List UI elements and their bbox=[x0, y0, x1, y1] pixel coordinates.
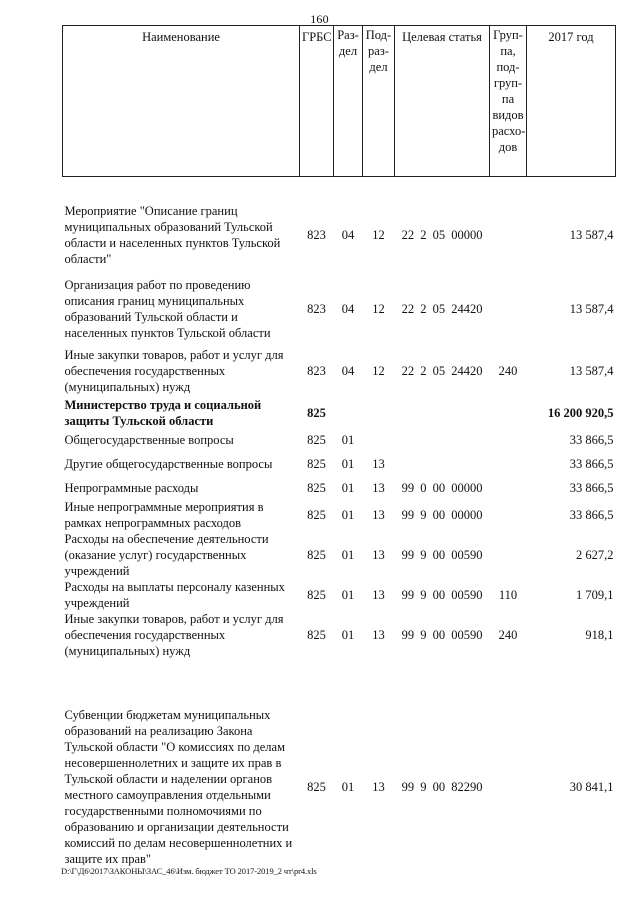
cell-group bbox=[490, 531, 527, 579]
cell-group: 110 bbox=[498, 588, 518, 602]
cell-target: 22 2 05 00000 bbox=[401, 227, 483, 242]
header-row bbox=[63, 26, 616, 177]
cell-target: 22 2 05 24420 bbox=[401, 364, 483, 378]
table-row bbox=[63, 272, 616, 345]
cell-name: Иные непрограммные мероприятия в рамках непрограммных расходов bbox=[64, 500, 264, 530]
cell-grbs: 823 bbox=[307, 364, 326, 378]
cell-name: Мероприятие "Описание границ муниципальных образований Тульской области и населенных пунктов Тульской области" bbox=[64, 203, 281, 266]
cell-podrazdel: 13 bbox=[372, 548, 385, 562]
cell-razdel: 04 bbox=[341, 227, 355, 242]
cell-grbs: 823 bbox=[307, 227, 326, 242]
cell-group bbox=[490, 499, 527, 531]
cell-group bbox=[490, 397, 527, 429]
cell-name: Организация работ по проведению описания границ муниципальных образований Тульской области и населенных пунктов Тульской области bbox=[64, 277, 271, 340]
cell-amount: 33 866,5 bbox=[569, 457, 614, 471]
cell-target bbox=[395, 429, 490, 451]
cell-grbs: 825 bbox=[307, 481, 326, 495]
table-row bbox=[63, 397, 616, 429]
cell-name: Министерство труда и социальной защиты Тульской области bbox=[64, 398, 262, 428]
cell-amount: 30 841,1 bbox=[569, 779, 614, 794]
table-row bbox=[63, 531, 616, 579]
cell-razdel: 01 bbox=[341, 588, 355, 602]
cell-amount: 1 709,1 bbox=[576, 588, 614, 602]
table-row bbox=[63, 477, 616, 499]
cell-target bbox=[395, 451, 490, 477]
cell-target bbox=[395, 397, 490, 429]
cell-grbs: 825 bbox=[307, 628, 326, 642]
cell-podrazdel bbox=[363, 429, 395, 451]
table-row bbox=[63, 177, 616, 273]
cell-target: 99 9 00 00000 bbox=[401, 508, 483, 522]
cell-name: Иные закупки товаров, работ и услуг для обеспечения государственных (муниципальных) нужд bbox=[64, 612, 284, 658]
cell-grbs: 825 bbox=[307, 588, 326, 602]
cell-razdel: 01 bbox=[341, 433, 355, 447]
cell-target: 99 9 00 00590 bbox=[401, 588, 483, 602]
header-podrazdel: Под-раз-дел bbox=[363, 26, 395, 177]
cell-podrazdel: 12 bbox=[372, 301, 385, 316]
cell-group bbox=[490, 429, 527, 451]
header-year: 2017 год bbox=[527, 26, 616, 177]
header-name: Наименование bbox=[63, 26, 300, 177]
table-row bbox=[63, 611, 616, 659]
cell-group bbox=[490, 477, 527, 499]
table-body bbox=[63, 177, 616, 879]
cell-razdel: 01 bbox=[341, 548, 355, 562]
cell-razdel bbox=[334, 397, 363, 429]
cell-podrazdel bbox=[363, 397, 395, 429]
cell-grbs: 825 bbox=[307, 457, 326, 471]
cell-razdel: 01 bbox=[341, 481, 355, 495]
cell-amount: 2 627,2 bbox=[576, 548, 614, 562]
budget-table bbox=[62, 25, 616, 878]
cell-amount: 16 200 920,5 bbox=[547, 406, 614, 420]
table-header bbox=[63, 26, 616, 177]
cell-target: 99 9 00 00590 bbox=[401, 628, 483, 642]
header-razdel: Раз-дел bbox=[334, 26, 363, 177]
cell-name: Субвенции бюджетам муниципальных образований на реализацию Закона Тульской области "О комиссиях по делам несовершеннолетних и защите их прав в Тульской области и наделении органов местного самоуправления отдельными государственными полномочиями по образованию и организации деятельности комиссий по делам несовершеннолетних и защите их прав" bbox=[64, 707, 293, 866]
cell-name: Непрограммные расходы bbox=[64, 481, 199, 495]
cell-amount: 33 866,5 bbox=[569, 508, 614, 522]
cell-grbs: 825 bbox=[307, 406, 326, 420]
table-row bbox=[63, 499, 616, 531]
table-row bbox=[63, 429, 616, 451]
cell-razdel: 01 bbox=[341, 779, 355, 794]
cell-group bbox=[490, 451, 527, 477]
cell-target: 22 2 05 24420 bbox=[401, 301, 483, 316]
cell-group: 240 bbox=[498, 364, 518, 378]
cell-amount: 13 587,4 bbox=[569, 364, 614, 378]
cell-amount: 33 866,5 bbox=[569, 433, 614, 447]
table-row bbox=[63, 579, 616, 611]
cell-target: 99 9 00 00590 bbox=[401, 548, 483, 562]
cell-amount: 13 587,4 bbox=[569, 227, 614, 242]
table-row bbox=[63, 345, 616, 397]
footer-file-path: D:\Г\Д6\2017\ЗАКОНЫ\ЗАС_46\Изм. бюджет ТО 2017-2019_2 чт\pr4.xls bbox=[61, 866, 317, 876]
cell-group bbox=[490, 177, 527, 273]
cell-name: Другие общегосударственные вопросы bbox=[64, 457, 273, 471]
cell-grbs: 825 bbox=[307, 548, 326, 562]
cell-razdel: 01 bbox=[341, 508, 355, 522]
cell-grbs: 825 bbox=[307, 508, 326, 522]
header-target: Целевая статья bbox=[395, 26, 490, 177]
cell-group: 240 bbox=[498, 628, 518, 642]
cell-target: 99 9 00 82290 bbox=[401, 779, 483, 794]
cell-razdel: 01 bbox=[341, 628, 355, 642]
cell-podrazdel: 13 bbox=[372, 481, 385, 495]
cell-podrazdel: 13 bbox=[372, 628, 385, 642]
cell-name: Расходы на обеспечение деятельности (оказание услуг) государственных учреждений bbox=[64, 532, 269, 578]
cell-amount: 918,1 bbox=[585, 628, 614, 642]
cell-razdel: 01 bbox=[341, 457, 355, 471]
cell-group bbox=[490, 659, 527, 878]
cell-target: 99 0 00 00000 bbox=[401, 481, 483, 495]
cell-podrazdel: 13 bbox=[372, 779, 385, 794]
cell-razdel: 04 bbox=[341, 301, 355, 316]
cell-name: Общегосударственные вопросы bbox=[64, 433, 234, 447]
cell-grbs: 823 bbox=[307, 301, 326, 316]
cell-podrazdel: 13 bbox=[372, 588, 385, 602]
cell-podrazdel: 12 bbox=[372, 364, 385, 378]
page-number: 160 bbox=[310, 12, 329, 26]
cell-podrazdel: 12 bbox=[372, 227, 385, 242]
cell-name: Иные закупки товаров, работ и услуг для обеспечения государственных (муниципальных) нужд bbox=[64, 348, 284, 394]
table-row bbox=[63, 659, 616, 878]
cell-amount: 13 587,4 bbox=[569, 301, 614, 316]
cell-razdel: 04 bbox=[341, 364, 355, 378]
cell-name: Расходы на выплаты персоналу казенных учреждений bbox=[64, 580, 285, 610]
cell-grbs: 825 bbox=[307, 779, 326, 794]
cell-podrazdel: 13 bbox=[372, 508, 385, 522]
cell-podrazdel: 13 bbox=[372, 457, 385, 471]
cell-group bbox=[490, 272, 527, 345]
header-grbs: ГРБС bbox=[300, 26, 334, 177]
table-row bbox=[63, 451, 616, 477]
cell-amount: 33 866,5 bbox=[569, 481, 614, 495]
header-group: Груп-па, под-груп-па видов расхо-дов bbox=[490, 26, 527, 177]
cell-grbs: 825 bbox=[307, 433, 326, 447]
